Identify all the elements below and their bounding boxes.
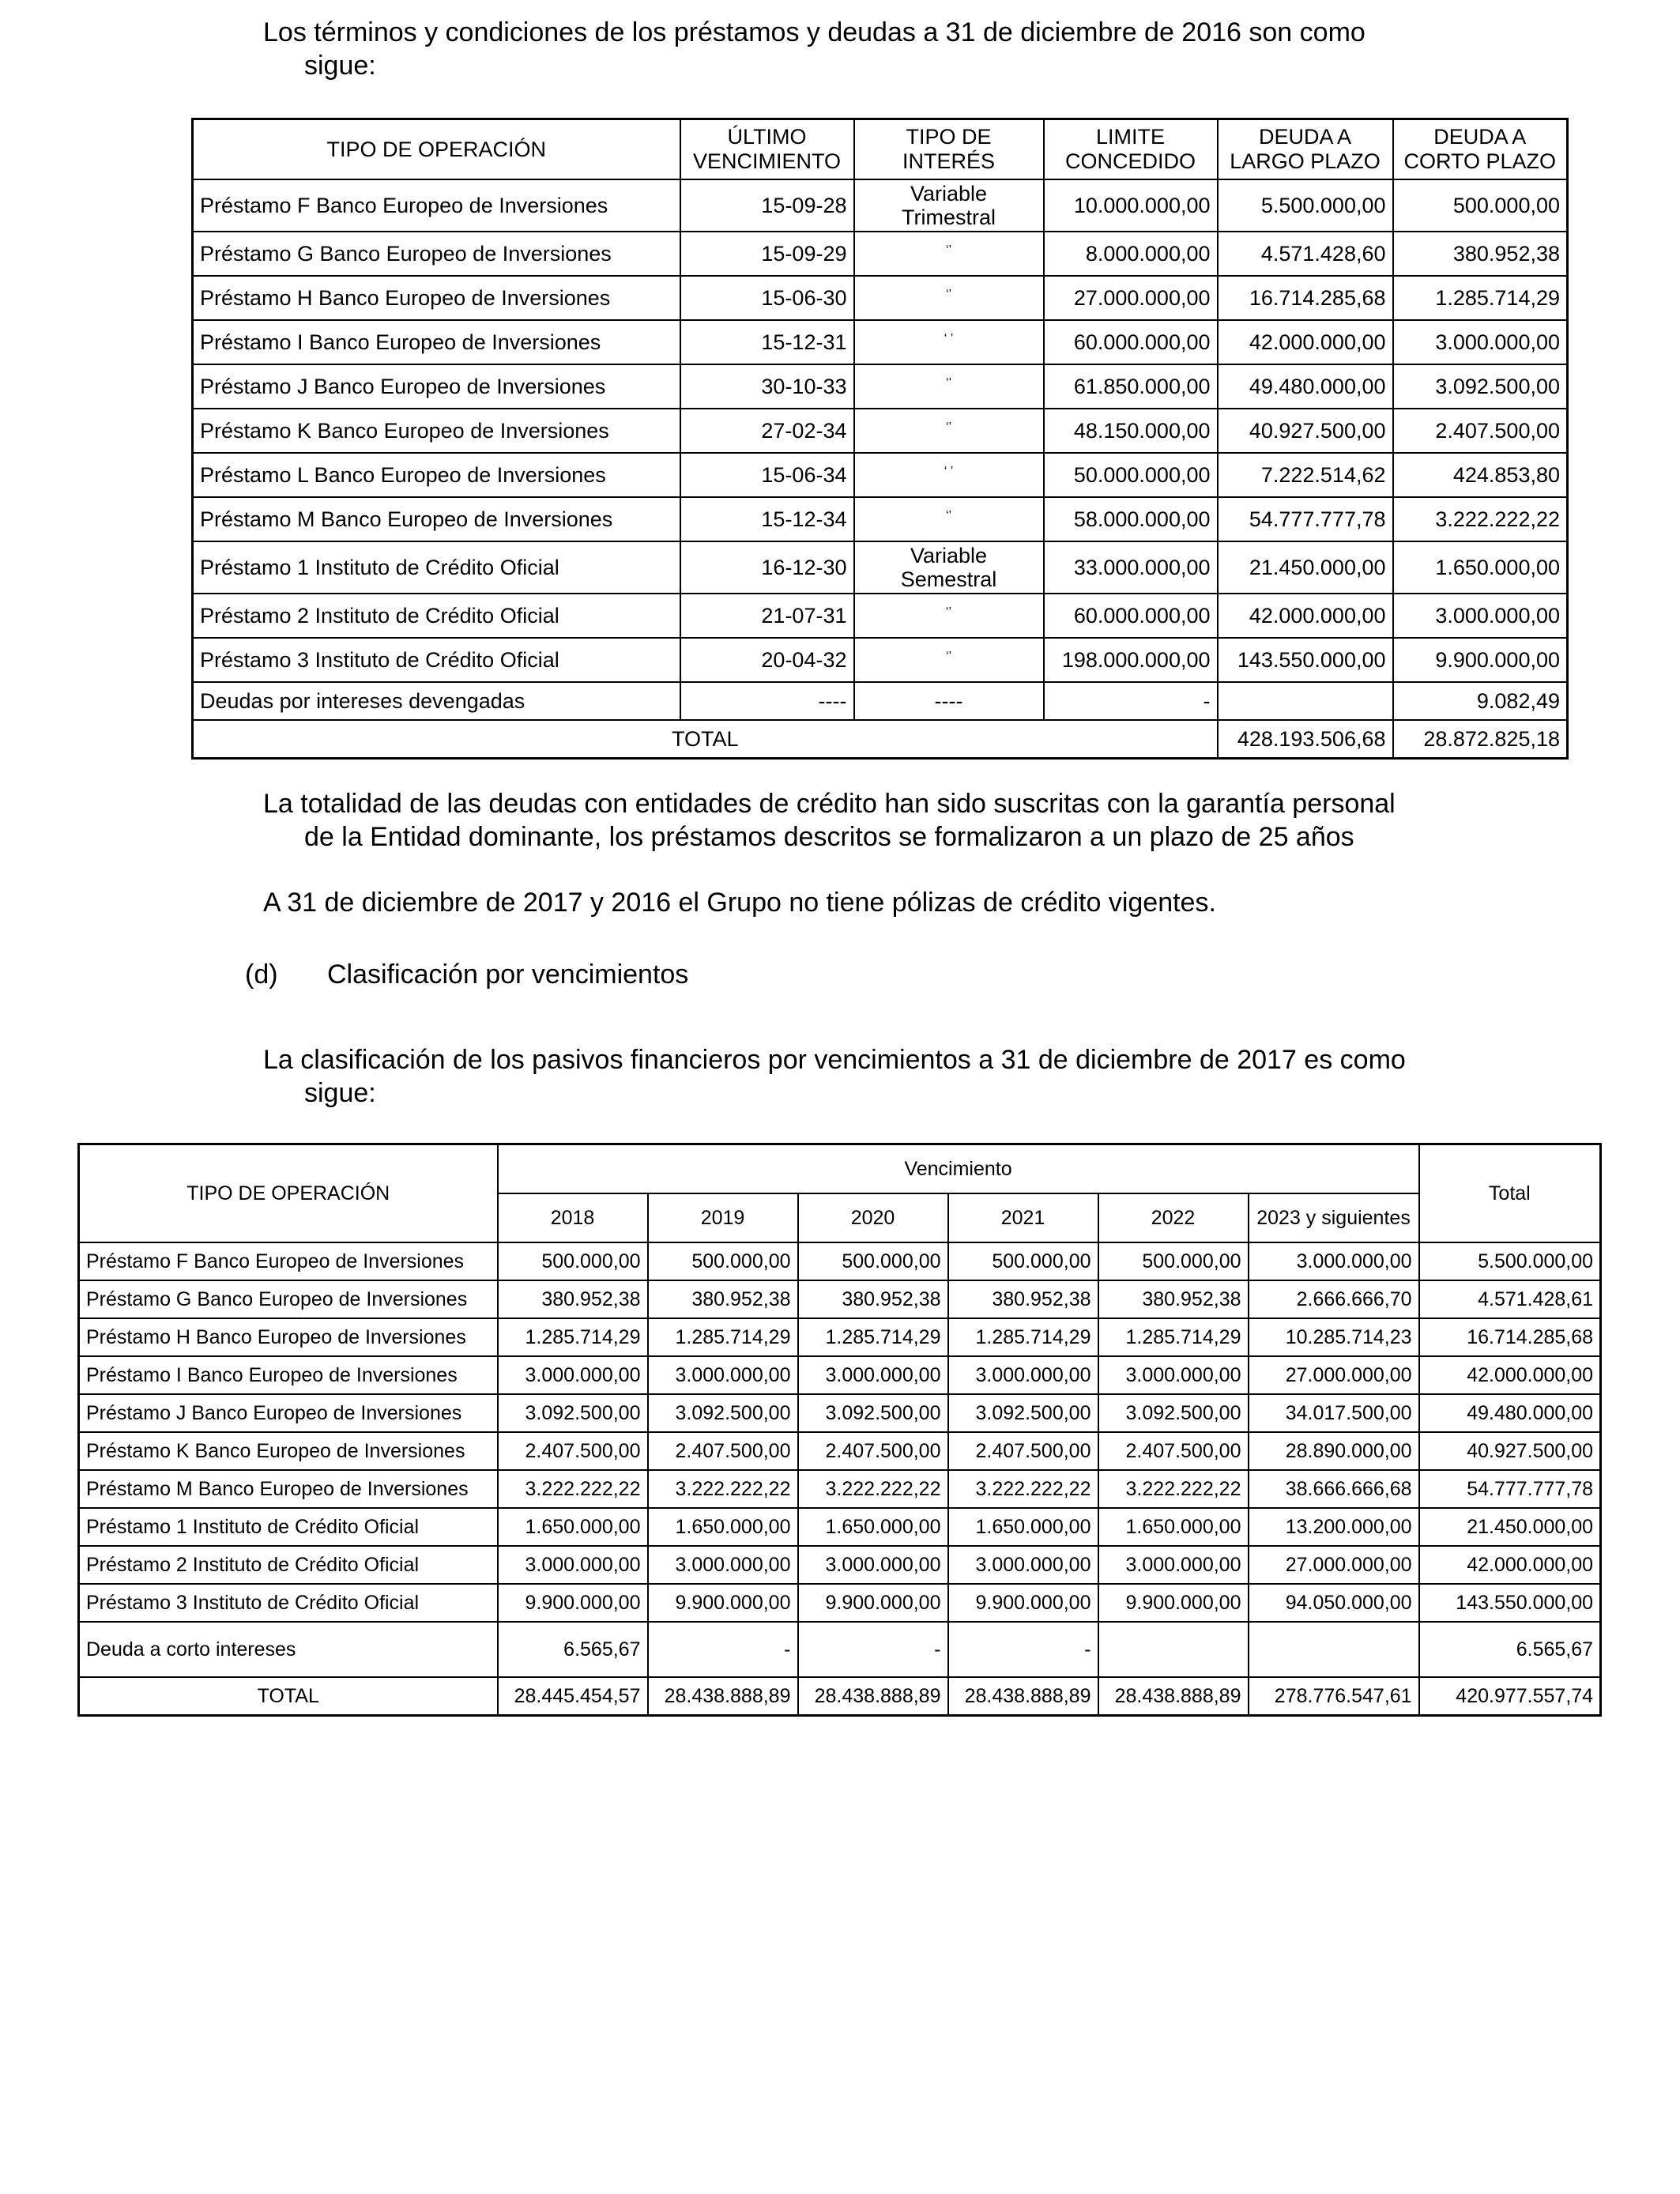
cell-limite-concedido: 198.000.000,00 — [1044, 638, 1218, 682]
cell-year-4 — [1098, 1622, 1249, 1677]
cell-year-2: 1.650.000,00 — [798, 1508, 948, 1546]
cell-year-1: 500.000,00 — [648, 1242, 798, 1280]
cell-deuda-corto-plazo: 1.285.714,29 — [1393, 276, 1568, 320]
cell-year-4: 1.285.714,29 — [1098, 1318, 1249, 1356]
cell-ultimo-vencimiento: ---- — [680, 682, 854, 720]
cell-deuda-largo-plazo: 5.500.000,00 — [1218, 179, 1393, 232]
cell-year-0: 1.650.000,00 — [498, 1508, 648, 1546]
cell-limite-concedido: 8.000.000,00 — [1044, 232, 1218, 276]
total-year-4: 28.438.888,89 — [1098, 1677, 1249, 1716]
table-row — [79, 1242, 1601, 1280]
cell-year-1: 380.952,38 — [648, 1280, 798, 1318]
garantia-paragraph — [263, 787, 1496, 854]
cell-year-1: 3.000.000,00 — [648, 1356, 798, 1394]
table-row — [193, 638, 1568, 682]
cell-ultimo-vencimiento: 21-07-31 — [680, 594, 854, 638]
cell-year-2: 3.222.222,22 — [798, 1470, 948, 1508]
cell-deuda-corto-plazo: 3.092.500,00 — [1393, 364, 1568, 409]
table-row — [193, 453, 1568, 497]
intro-2017-line2: sigue: — [304, 1078, 376, 1108]
cell-ultimo-vencimiento: 16-12-30 — [680, 541, 854, 594]
cell-total: 49.480.000,00 — [1419, 1394, 1601, 1432]
cell-year-2: 380.952,38 — [798, 1280, 948, 1318]
cell-year-0: 3.222.222,22 — [498, 1470, 648, 1508]
cell-tipo-operacion: Préstamo 3 Instituto de Crédito Oficial — [79, 1584, 498, 1622]
cell-ultimo-vencimiento: 27-02-34 — [680, 409, 854, 453]
table-row — [193, 497, 1568, 541]
total-year-3: 28.438.888,89 — [948, 1677, 1098, 1716]
cell-year-2: 9.900.000,00 — [798, 1584, 948, 1622]
cell-year-0: 6.565,67 — [498, 1622, 648, 1677]
cell-limite-concedido: 61.850.000,00 — [1044, 364, 1218, 409]
cell-tipo-operacion: Préstamo 1 Instituto de Crédito Oficial — [193, 541, 680, 594]
total-largo-plazo: 428.193.506,68 — [1218, 720, 1393, 759]
cell-tipo-operacion: Préstamo H Banco Europeo de Inversiones — [193, 276, 680, 320]
header-tipo-operacion: TIPO DE OPERACIÓN — [79, 1144, 498, 1243]
cell-year-3: 380.952,38 — [948, 1280, 1098, 1318]
cell-limite-concedido: 60.000.000,00 — [1044, 594, 1218, 638]
cell-deuda-largo-plazo: 16.714.285,68 — [1218, 276, 1393, 320]
intro-2016-line2: sigue: — [304, 51, 376, 81]
cell-tipo-operacion: Préstamo 3 Instituto de Crédito Oficial — [193, 638, 680, 682]
cell-year-2: 500.000,00 — [798, 1242, 948, 1280]
cell-tipo-interes: ‘ ’ — [854, 320, 1044, 364]
cell-year-0: 500.000,00 — [498, 1242, 648, 1280]
cell-year-5: 13.200.000,00 — [1249, 1508, 1419, 1546]
cell-deuda-largo-plazo — [1218, 682, 1393, 720]
cell-ultimo-vencimiento: 15-09-28 — [680, 179, 854, 232]
cell-total: 21.450.000,00 — [1419, 1508, 1601, 1546]
cell-deuda-largo-plazo: 42.000.000,00 — [1218, 594, 1393, 638]
cell-tipo-operacion: Préstamo J Banco Europeo de Inversiones — [79, 1394, 498, 1432]
cell-tipo-operacion: Deuda a corto intereses — [79, 1622, 498, 1677]
cell-year-5: 2.666.666,70 — [1249, 1280, 1419, 1318]
table-row — [193, 541, 1568, 594]
cell-year-4: 3.000.000,00 — [1098, 1546, 1249, 1584]
table-total-row — [193, 720, 1568, 759]
cell-deuda-corto-plazo: 3.000.000,00 — [1393, 594, 1568, 638]
cell-year-3: 1.285.714,29 — [948, 1318, 1098, 1356]
intro-2017-line1: La clasificación de los pasivos financieros por vencimientos a 31 de diciembre de 2017 es como — [263, 1045, 1406, 1075]
total-year-5: 278.776.547,61 — [1249, 1677, 1419, 1716]
cell-limite-concedido: 50.000.000,00 — [1044, 453, 1218, 497]
cell-year-3: 3.000.000,00 — [948, 1546, 1098, 1584]
cell-deuda-largo-plazo: 49.480.000,00 — [1218, 364, 1393, 409]
cell-limite-concedido: 10.000.000,00 — [1044, 179, 1218, 232]
table-row — [79, 1280, 1601, 1318]
cell-tipo-interes: ‘’ — [854, 594, 1044, 638]
cell-total: 54.777.777,78 — [1419, 1470, 1601, 1508]
cell-year-5 — [1249, 1622, 1419, 1677]
cell-tipo-operacion: Préstamo M Banco Europeo de Inversiones — [79, 1470, 498, 1508]
cell-year-5: 28.890.000,00 — [1249, 1432, 1419, 1470]
polizas-paragraph: A 31 de diciembre de 2017 y 2016 el Grupo no tiene pólizas de crédito vigentes. — [263, 888, 1216, 918]
table-row — [79, 1584, 1601, 1622]
cell-limite-concedido: 27.000.000,00 — [1044, 276, 1218, 320]
cell-tipo-operacion: Préstamo 2 Instituto de Crédito Oficial — [79, 1546, 498, 1584]
cell-total: 143.550.000,00 — [1419, 1584, 1601, 1622]
cell-year-4: 3.222.222,22 — [1098, 1470, 1249, 1508]
section-letter: (d) — [245, 959, 278, 990]
cell-deuda-largo-plazo: 7.222.514,62 — [1218, 453, 1393, 497]
cell-tipo-interes: Variable Trimestral — [854, 179, 1044, 232]
total-year-0: 28.445.454,57 — [498, 1677, 648, 1716]
cell-tipo-operacion: Préstamo H Banco Europeo de Inversiones — [79, 1318, 498, 1356]
cell-ultimo-vencimiento: 15-06-34 — [680, 453, 854, 497]
cell-year-1: 9.900.000,00 — [648, 1584, 798, 1622]
header-tipo-operacion: TIPO DE OPERACIÓN — [193, 119, 680, 180]
table-row — [193, 179, 1568, 232]
cell-tipo-operacion: Préstamo L Banco Europeo de Inversiones — [193, 453, 680, 497]
cell-total: 42.000.000,00 — [1419, 1356, 1601, 1394]
cell-deuda-corto-plazo: 3.000.000,00 — [1393, 320, 1568, 364]
cell-deuda-largo-plazo: 40.927.500,00 — [1218, 409, 1393, 453]
cell-year-3: - — [948, 1622, 1098, 1677]
cell-limite-concedido: 60.000.000,00 — [1044, 320, 1218, 364]
table-row — [79, 1394, 1601, 1432]
cell-total: 40.927.500,00 — [1419, 1432, 1601, 1470]
cell-year-0: 2.407.500,00 — [498, 1432, 648, 1470]
cell-year-0: 1.285.714,29 — [498, 1318, 648, 1356]
table-row — [193, 320, 1568, 364]
cell-limite-concedido: 33.000.000,00 — [1044, 541, 1218, 594]
cell-deuda-largo-plazo: 42.000.000,00 — [1218, 320, 1393, 364]
cell-deuda-corto-plazo: 9.082,49 — [1393, 682, 1568, 720]
cell-tipo-operacion: Préstamo 1 Instituto de Crédito Oficial — [79, 1508, 498, 1546]
total-label: TOTAL — [79, 1677, 498, 1716]
cell-year-0: 9.900.000,00 — [498, 1584, 648, 1622]
cell-year-1: 3.092.500,00 — [648, 1394, 798, 1432]
cell-deuda-corto-plazo: 500.000,00 — [1393, 179, 1568, 232]
cell-year-5: 27.000.000,00 — [1249, 1356, 1419, 1394]
cell-tipo-operacion: Préstamo F Banco Europeo de Inversiones — [79, 1242, 498, 1280]
cell-year-0: 3.000.000,00 — [498, 1546, 648, 1584]
table-row — [193, 409, 1568, 453]
cell-year-5: 34.017.500,00 — [1249, 1394, 1419, 1432]
cell-tipo-operacion: Préstamo K Banco Europeo de Inversiones — [79, 1432, 498, 1470]
cell-tipo-interes: ‘’ — [854, 276, 1044, 320]
cell-year-2: 3.000.000,00 — [798, 1356, 948, 1394]
table-row — [79, 1432, 1601, 1470]
cell-year-3: 3.000.000,00 — [948, 1356, 1098, 1394]
cell-year-3: 2.407.500,00 — [948, 1432, 1098, 1470]
cell-tipo-operacion: Préstamo G Banco Europeo de Inversiones — [79, 1280, 498, 1318]
cell-year-3: 500.000,00 — [948, 1242, 1098, 1280]
cell-ultimo-vencimiento: 15-12-31 — [680, 320, 854, 364]
header-year-5: 2023 y siguientes — [1249, 1193, 1419, 1242]
cell-year-5: 10.285.714,23 — [1249, 1318, 1419, 1356]
cell-year-0: 380.952,38 — [498, 1280, 648, 1318]
cell-year-2: 3.000.000,00 — [798, 1546, 948, 1584]
cell-year-4: 2.407.500,00 — [1098, 1432, 1249, 1470]
cell-tipo-operacion: Préstamo J Banco Europeo de Inversiones — [193, 364, 680, 409]
cell-limite-concedido: 58.000.000,00 — [1044, 497, 1218, 541]
cell-year-3: 9.900.000,00 — [948, 1584, 1098, 1622]
table-row — [79, 1356, 1601, 1394]
header-total: Total — [1419, 1144, 1601, 1243]
header-tipo-interes: TIPO DE INTERÉS — [854, 119, 1044, 180]
cell-tipo-operacion: Deudas por intereses devengadas — [193, 682, 680, 720]
cell-year-2: 3.092.500,00 — [798, 1394, 948, 1432]
table-header-row — [79, 1144, 1601, 1194]
cell-year-5: 38.666.666,68 — [1249, 1470, 1419, 1508]
cell-deuda-largo-plazo: 143.550.000,00 — [1218, 638, 1393, 682]
cell-total: 5.500.000,00 — [1419, 1242, 1601, 1280]
total-corto-plazo: 28.872.825,18 — [1393, 720, 1568, 759]
header-year-1: 2019 — [648, 1193, 798, 1242]
cell-year-4: 380.952,38 — [1098, 1280, 1249, 1318]
section-title: Clasificación por vencimientos — [327, 959, 689, 990]
cell-tipo-operacion: Préstamo I Banco Europeo de Inversiones — [193, 320, 680, 364]
cell-year-1: - — [648, 1622, 798, 1677]
table-row — [193, 276, 1568, 320]
section-heading-d — [245, 958, 688, 991]
table-total-row — [79, 1677, 1601, 1716]
header-deuda-largo-plazo: DEUDA A LARGO PLAZO — [1218, 119, 1393, 180]
cell-limite-concedido: 48.150.000,00 — [1044, 409, 1218, 453]
cell-year-4: 3.092.500,00 — [1098, 1394, 1249, 1432]
cell-deuda-corto-plazo: 3.222.222,22 — [1393, 497, 1568, 541]
cell-tipo-operacion: Préstamo I Banco Europeo de Inversiones — [79, 1356, 498, 1394]
garantia-line2: de la Entidad dominante, los préstamos descritos se formalizaron a un plazo de 25 años — [304, 822, 1354, 852]
table-row — [193, 594, 1568, 638]
cell-total: 6.565,67 — [1419, 1622, 1601, 1677]
cell-deuda-corto-plazo: 380.952,38 — [1393, 232, 1568, 276]
cell-deuda-largo-plazo: 21.450.000,00 — [1218, 541, 1393, 594]
cell-total: 42.000.000,00 — [1419, 1546, 1601, 1584]
cell-deuda-corto-plazo: 2.407.500,00 — [1393, 409, 1568, 453]
cell-total: 4.571.428,61 — [1419, 1280, 1601, 1318]
table-row — [193, 364, 1568, 409]
header-limite-concedido: LIMITE CONCEDIDO — [1044, 119, 1218, 180]
intro-2016-line1: Los términos y condiciones de los préstamos y deudas a 31 de diciembre de 2016 son como — [263, 17, 1365, 47]
table-row — [79, 1318, 1601, 1356]
total-grand: 420.977.557,74 — [1419, 1677, 1601, 1716]
cell-deuda-largo-plazo: 4.571.428,60 — [1218, 232, 1393, 276]
table-row — [79, 1470, 1601, 1508]
cell-year-5: 3.000.000,00 — [1249, 1242, 1419, 1280]
cell-tipo-operacion: Préstamo F Banco Europeo de Inversiones — [193, 179, 680, 232]
cell-deuda-largo-plazo: 54.777.777,78 — [1218, 497, 1393, 541]
total-label: TOTAL — [193, 720, 1218, 759]
cell-year-2: - — [798, 1622, 948, 1677]
header-deuda-corto-plazo: DEUDA A CORTO PLAZO — [1393, 119, 1568, 180]
cell-year-1: 3.000.000,00 — [648, 1546, 798, 1584]
loan-terms-table-2016 — [191, 118, 1569, 760]
header-year-4: 2022 — [1098, 1193, 1249, 1242]
header-year-0: 2018 — [498, 1193, 648, 1242]
cell-year-5: 94.050.000,00 — [1249, 1584, 1419, 1622]
cell-year-0: 3.092.500,00 — [498, 1394, 648, 1432]
cell-tipo-operacion: Préstamo K Banco Europeo de Inversiones — [193, 409, 680, 453]
table-row — [79, 1508, 1601, 1546]
cell-year-3: 3.092.500,00 — [948, 1394, 1098, 1432]
cell-deuda-corto-plazo: 424.853,80 — [1393, 453, 1568, 497]
cell-year-4: 1.650.000,00 — [1098, 1508, 1249, 1546]
cell-year-5: 27.000.000,00 — [1249, 1546, 1419, 1584]
cell-tipo-operacion: Préstamo M Banco Europeo de Inversiones — [193, 497, 680, 541]
cell-total: 16.714.285,68 — [1419, 1318, 1601, 1356]
total-year-1: 28.438.888,89 — [648, 1677, 798, 1716]
garantia-line1: La totalidad de las deudas con entidades de crédito han sido suscritas con la garantía personal — [263, 789, 1396, 819]
cell-ultimo-vencimiento: 15-12-34 — [680, 497, 854, 541]
cell-year-2: 1.285.714,29 — [798, 1318, 948, 1356]
cell-year-2: 2.407.500,00 — [798, 1432, 948, 1470]
table-row — [79, 1622, 1601, 1677]
header-year-3: 2021 — [948, 1193, 1098, 1242]
header-vencimiento: Vencimiento — [498, 1144, 1419, 1194]
total-year-2: 28.438.888,89 — [798, 1677, 948, 1716]
cell-tipo-interes: ‘’ — [854, 497, 1044, 541]
maturity-classification-table-2017 — [77, 1143, 1602, 1717]
table-row — [79, 1546, 1601, 1584]
cell-ultimo-vencimiento: 20-04-32 — [680, 638, 854, 682]
cell-tipo-interes: Variable Semestral — [854, 541, 1044, 594]
cell-year-4: 9.900.000,00 — [1098, 1584, 1249, 1622]
cell-limite-concedido: - — [1044, 682, 1218, 720]
cell-tipo-operacion: Préstamo 2 Instituto de Crédito Oficial — [193, 594, 680, 638]
cell-year-4: 3.000.000,00 — [1098, 1356, 1249, 1394]
cell-year-0: 3.000.000,00 — [498, 1356, 648, 1394]
intro-2017-paragraph — [263, 1043, 1496, 1110]
cell-tipo-operacion: Préstamo G Banco Europeo de Inversiones — [193, 232, 680, 276]
cell-tipo-interes: ‘’ — [854, 232, 1044, 276]
cell-tipo-interes: ---- — [854, 682, 1044, 720]
cell-year-1: 1.650.000,00 — [648, 1508, 798, 1546]
intro-2016-paragraph — [263, 16, 1496, 82]
cell-ultimo-vencimiento: 30-10-33 — [680, 364, 854, 409]
cell-deuda-corto-plazo: 1.650.000,00 — [1393, 541, 1568, 594]
cell-tipo-interes: ‘’ — [854, 638, 1044, 682]
table-header-row — [193, 119, 1568, 180]
cell-tipo-interes: ‘’ — [854, 409, 1044, 453]
cell-tipo-interes: ‘’ — [854, 364, 1044, 409]
cell-year-3: 3.222.222,22 — [948, 1470, 1098, 1508]
table-row — [193, 682, 1568, 720]
header-ultimo-vencimiento: ÚLTIMO VENCIMIENTO — [680, 119, 854, 180]
cell-year-1: 2.407.500,00 — [648, 1432, 798, 1470]
header-year-2: 2020 — [798, 1193, 948, 1242]
cell-ultimo-vencimiento: 15-09-29 — [680, 232, 854, 276]
cell-deuda-corto-plazo: 9.900.000,00 — [1393, 638, 1568, 682]
cell-year-1: 3.222.222,22 — [648, 1470, 798, 1508]
cell-year-4: 500.000,00 — [1098, 1242, 1249, 1280]
cell-ultimo-vencimiento: 15-06-30 — [680, 276, 854, 320]
table-row — [193, 232, 1568, 276]
cell-year-3: 1.650.000,00 — [948, 1508, 1098, 1546]
cell-tipo-interes: ‘ ’ — [854, 453, 1044, 497]
cell-year-1: 1.285.714,29 — [648, 1318, 798, 1356]
